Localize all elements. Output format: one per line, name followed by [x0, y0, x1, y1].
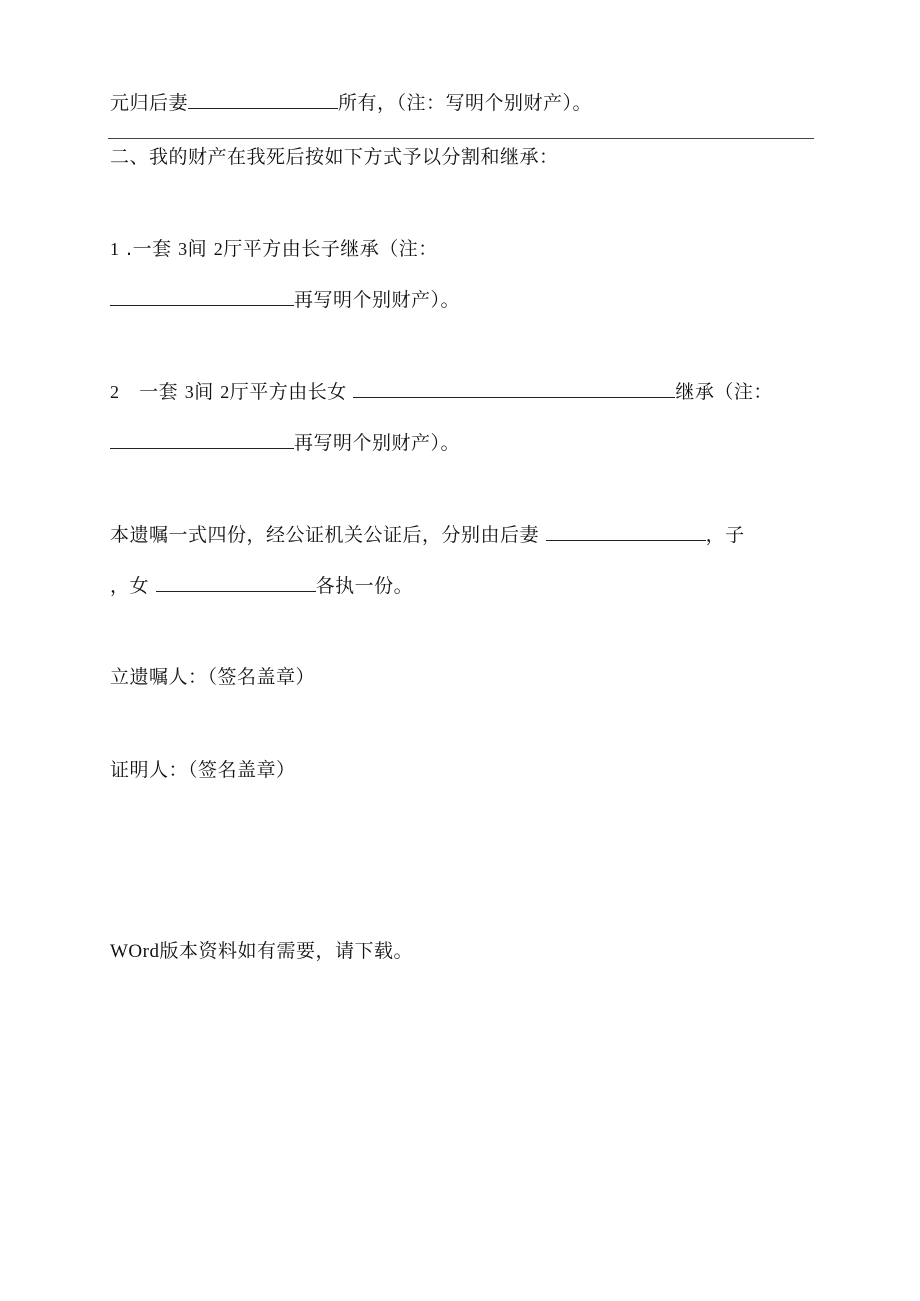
copies-line-1	[110, 522, 745, 548]
item-1-continuation	[110, 287, 460, 313]
item-2-cont-text: 再写明个别财产）。	[294, 432, 461, 454]
item-1-cont-text: 再写明个别财产）。	[294, 289, 461, 311]
item-1-text-b: 间	[187, 238, 208, 260]
item-2-line	[110, 379, 773, 405]
copies-line-2	[110, 573, 413, 599]
item-2-text-c: 厅平方由长女	[229, 381, 347, 403]
footer-note	[110, 938, 413, 965]
blank-field-amount[interactable]	[188, 90, 338, 109]
copies-text: 本遗嘱一式四份，经公证机关公证后，分别由后妻	[110, 524, 540, 546]
item-2-text-a: 一套	[139, 381, 179, 403]
item-2-halls: 2	[220, 382, 230, 402]
footer-text: 版本资料如有需要，请下载。	[159, 940, 413, 962]
line1-prefix: 元归后妻	[110, 92, 189, 114]
item-2-rooms: 3	[184, 382, 195, 402]
item-1-halls: 2	[213, 239, 224, 259]
item-1-text-a: .一套	[126, 238, 172, 260]
copies-after-blank: ，子	[705, 524, 745, 546]
blank-field-daughter-name[interactable]	[156, 573, 316, 592]
copies-line2-suffix: 各执一份。	[315, 575, 414, 597]
testator-signature-line: 立遗嘱人：（签名盖章）	[110, 666, 316, 688]
line1-suffix: 所有，（注：写明个别财产）。	[338, 92, 593, 114]
item-1-rooms: 3	[178, 239, 188, 259]
blank-field-item1-note[interactable]	[110, 287, 294, 306]
copies-line2-prefix: ，女	[110, 575, 150, 597]
item-2-number: 2	[110, 382, 120, 402]
blank-field-item2-note[interactable]	[110, 430, 294, 449]
item-2-text-b: 间	[194, 381, 214, 403]
footer-word: WOrd	[110, 941, 160, 962]
item-1-number: 1	[110, 239, 120, 259]
blank-field-wife-name[interactable]	[546, 522, 706, 541]
line-wife-property	[110, 90, 592, 116]
item-1-line	[110, 236, 438, 262]
item-1-text-c: 厅平方由长子继承（注：	[223, 238, 438, 260]
item-2-continuation	[110, 430, 460, 456]
horizontal-rule	[108, 138, 814, 139]
item-2-text-d: 继承（注：	[675, 381, 773, 403]
section-heading-inheritance: 二、我的财产在我死后按如下方式予以分割和继承：	[110, 146, 559, 168]
blank-field-daughter[interactable]	[353, 379, 675, 398]
witness-signature-line: 证明人：（签名盖章）	[110, 759, 296, 781]
